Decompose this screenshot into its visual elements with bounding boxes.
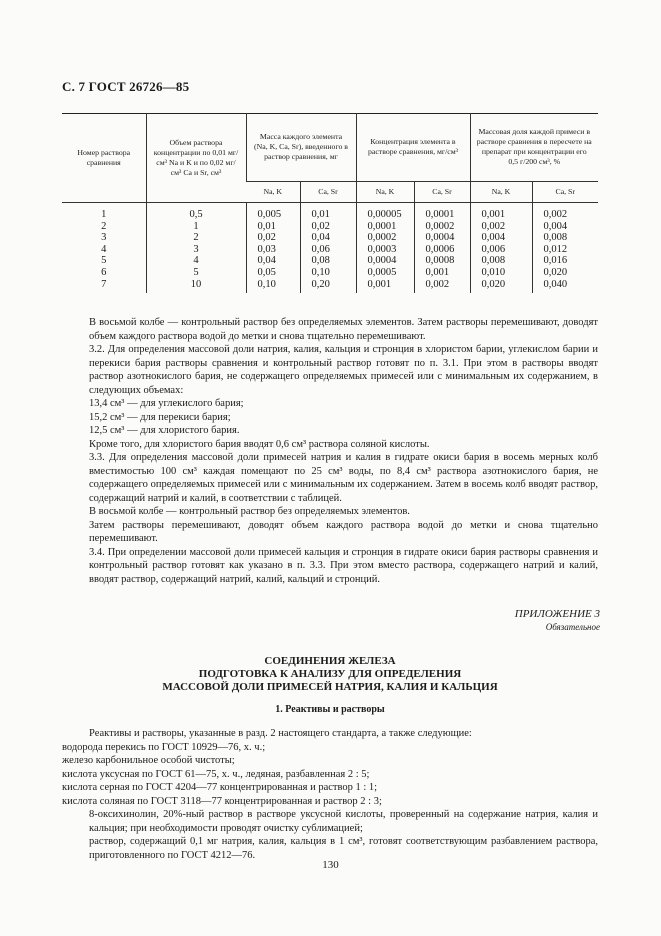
column-frac-ca-sr xyxy=(532,203,598,294)
paragraph: 3.3. Для определения массовой доли примесей натрия и калия в гидрате окиси бария в восемь мерных колб вместимостью 100 см³ каждая помещают по 25 см³ воды, по 8,4 см³ раствора азотнокислого бария, не содержащего определяемых примесей или с минимальным их содержанием. Затем в восемь колб вводят раствор, содержащий натрий и калий, в соответствии с таблицей. xyxy=(89,452,598,504)
table-cell: 10 xyxy=(190,278,202,290)
table-cell: 0,010 xyxy=(481,266,506,278)
table-cell: 0,02 xyxy=(257,232,276,244)
title-line: ПОДГОТОВКА К АНАЛИЗУ ДЛЯ ОПРЕДЕЛЕНИЯ xyxy=(198,668,462,680)
table-cell: 5 xyxy=(101,255,107,267)
subheader-frac-ca-sr: Ca, Sr xyxy=(532,182,598,203)
table-cell: 0,0003 xyxy=(367,243,397,255)
table-cell: 0,002 xyxy=(425,278,450,290)
table-cell: 0,06 xyxy=(311,243,330,255)
table-cell: 0,008 xyxy=(543,232,568,244)
section-heading: 1. Реактивы и растворы xyxy=(275,704,385,715)
column-volume xyxy=(146,203,246,294)
paragraph: железо карбонильное особой чистоты; xyxy=(62,755,235,766)
subheader-mass-na-k: Na, K xyxy=(246,182,300,203)
paragraph: 3.2. Для определения массовой доли натрия, калия, кальция и стронция в хлористом барии, углекислом барии и перекиси бария растворы сравнения и контрольный раствор готовят по п. 3.1. При этом в растворы вводят раствор азотнокислого бария, не содержащего определяемых примесей или с минимальным их содержанием, в следующих объемах: xyxy=(89,344,598,396)
header-mass: Масса каждого элемента (Na, K, Ca, Sr), введенного в раствор сравнения, мг xyxy=(246,113,356,182)
table-cell: 0,006 xyxy=(481,243,506,255)
column-frac-na-k xyxy=(470,203,532,294)
subheader-conc-ca-sr: Ca, Sr xyxy=(414,182,470,203)
paragraph: 3.4. При определении массовой доли примесей кальция и стронция в гидрате окиси бария растворы сравнения и контрольный раствор готовят как указано в п. 3.3. При этом вместо раствора, содержащего натрий и калий, вводят раствор, содержащий натрий, калий, кальций и стронций. xyxy=(89,546,598,585)
table-cell: 0,0001 xyxy=(367,220,397,232)
table-cell: 0,0005 xyxy=(367,266,397,278)
table-cell: 0,005 xyxy=(257,209,282,220)
paragraph: кислота уксусная по ГОСТ 61—75, х. ч., ледяная, разбавленная 2 : 5; xyxy=(62,768,370,780)
title-line: СОЕДИНЕНИЯ ЖЕЛЕЗА xyxy=(264,655,396,667)
column-conc-na-k xyxy=(356,203,414,294)
paragraph: водорода перекись по ГОСТ 10929—76, х. ч.; xyxy=(62,741,266,753)
table-cell: 0,0002 xyxy=(367,232,397,244)
title-line: МАССОВОЙ ДОЛИ ПРИМЕСЕЙ НАТРИЯ, КАЛИЯ И КАЛЬЦИЯ xyxy=(162,681,498,693)
table-cell: 0,04 xyxy=(257,255,276,267)
table-cell: 0,004 xyxy=(543,220,568,232)
table-cell: 0,01 xyxy=(311,209,330,220)
paragraph: 13,4 см³ — для углекислого бария; xyxy=(89,398,244,409)
table-cell: 0,040 xyxy=(543,278,568,290)
table-cell: 0,08 xyxy=(311,255,330,267)
table-cell: 5 xyxy=(193,266,199,278)
table-cell: 1 xyxy=(101,209,107,220)
table-cell: 0,05 xyxy=(257,266,276,278)
subheader-frac-na-k: Na, K xyxy=(470,182,532,203)
paragraph: В восьмой колбе — контрольный раствор без определяемых элементов. xyxy=(89,506,410,517)
table-cell: 6 xyxy=(101,266,107,278)
paragraph: 12,5 см³ — для хлористого бария. xyxy=(89,425,240,436)
table-cell: 0,10 xyxy=(257,278,276,290)
column-mass-ca-sr xyxy=(300,203,356,294)
table-cell: 2 xyxy=(193,232,199,244)
table-cell: 0,001 xyxy=(425,266,450,278)
subheader-mass-ca-sr: Ca, Sr xyxy=(300,182,356,203)
table-cell: 0,0004 xyxy=(367,255,397,267)
paragraph: 8-оксихинолин, 20%-ный раствор в растворе уксусной кислоты, проверенный на содержание натрия, калия и кальция; при необходимости проводят очистку сублимацией; xyxy=(89,809,598,834)
table-cell: 4 xyxy=(101,243,107,255)
table-cell: 0,002 xyxy=(481,220,506,232)
table-cell: 0,00005 xyxy=(367,209,402,220)
appendix-title xyxy=(62,655,598,694)
table-cell: 0,0006 xyxy=(425,243,455,255)
paragraph: Затем растворы перемешивают, доводят объем каждого раствора водой до метки и снова тщательно перемешивают. xyxy=(89,519,598,544)
table-cell: 0,002 xyxy=(543,209,568,220)
table-cell: 0,02 xyxy=(311,220,330,232)
header-solution-number: Номер раствора сравнения xyxy=(62,113,146,203)
table-cell: 0,008 xyxy=(481,255,506,267)
paragraph: раствор, содержащий 0,1 мг натрия, калия, кальция в 1 см³, готовят соответствующим разбавлением раствора, приготовленного по ГОСТ 4212—76. xyxy=(89,836,598,861)
table-cell: 0,001 xyxy=(367,278,392,290)
table-cell: 0,020 xyxy=(481,278,506,290)
subheader-conc-na-k: Na, K xyxy=(356,182,414,203)
table-cell: 0,5 xyxy=(189,209,203,220)
paragraph: кислота соляная по ГОСТ 3118—77 концентрированная и раствор 2 : 3; xyxy=(62,795,382,807)
table-cell: 0,0004 xyxy=(425,232,455,244)
paragraph: Реактивы и растворы, указанные в разд. 2 настоящего стандарта, а также следующие: xyxy=(89,728,472,739)
table-cell: 0,20 xyxy=(311,278,330,290)
column-conc-ca-sr xyxy=(414,203,470,294)
page-header: С. 7 ГОСТ 26726—85 xyxy=(62,79,190,94)
column-mass-na-k xyxy=(246,203,300,294)
table-cell: 0,01 xyxy=(257,220,276,232)
paragraph: В восьмой колбе — контрольный раствор без определяемых элементов. Затем растворы перемешивают, доводят объем каждого раствора водой до метки и снова тщательно перемешивают. xyxy=(89,317,598,342)
column-solution-number xyxy=(62,203,146,294)
table-cell: 0,001 xyxy=(481,209,506,220)
table-cell: 0,0002 xyxy=(425,220,455,232)
table-cell: 3 xyxy=(193,243,199,255)
table-cell: 7 xyxy=(101,278,107,290)
header-mass-fraction: Массовая доля каждой примеси в растворе сравнения в пересчете на препарат при концентрации его 0,5 г/200 см³, % xyxy=(470,113,598,182)
paragraph: кислота серная по ГОСТ 4204—77 концентрированная и раствор 1 : 1; xyxy=(62,782,378,793)
calibration-table xyxy=(62,113,598,293)
table-cell: 0,10 xyxy=(311,266,330,278)
paragraph: 15,2 см³ — для перекиси бария; xyxy=(89,411,231,423)
appendix-label xyxy=(480,607,600,633)
body-text-reagents xyxy=(62,727,598,862)
table-cell: 1 xyxy=(193,220,199,232)
paragraph: Кроме того, для хлористого бария вводят 0,6 см³ раствора соляной кислоты. xyxy=(89,438,430,450)
table-body-row xyxy=(62,203,598,294)
table-cell: 4 xyxy=(193,255,199,267)
appendix-type: Обязательное xyxy=(545,622,600,632)
table-cell: 0,03 xyxy=(257,243,276,255)
appendix-number: ПРИЛОЖЕНИЕ 3 xyxy=(514,608,600,620)
header-concentration: Концентрация элемента в растворе сравнения, мг/см³ xyxy=(356,113,470,182)
table-cell: 0,04 xyxy=(311,232,330,244)
body-text-section-3 xyxy=(89,316,598,586)
page-number: 130 xyxy=(322,859,339,871)
table-cell: 0,020 xyxy=(543,266,568,278)
table-cell: 0,012 xyxy=(543,243,568,255)
table-cell: 0,016 xyxy=(543,255,568,267)
table-cell: 0,0008 xyxy=(425,255,455,267)
header-volume: Объем раствора концентрации по 0,01 мг/см³ Na и K и по 0,02 мг/см³ Ca и Sr, см³ xyxy=(146,113,246,203)
table-cell: 3 xyxy=(101,232,107,244)
table-cell: 0,0001 xyxy=(425,209,455,220)
table-cell: 2 xyxy=(101,220,107,232)
table-cell: 0,004 xyxy=(481,232,506,244)
